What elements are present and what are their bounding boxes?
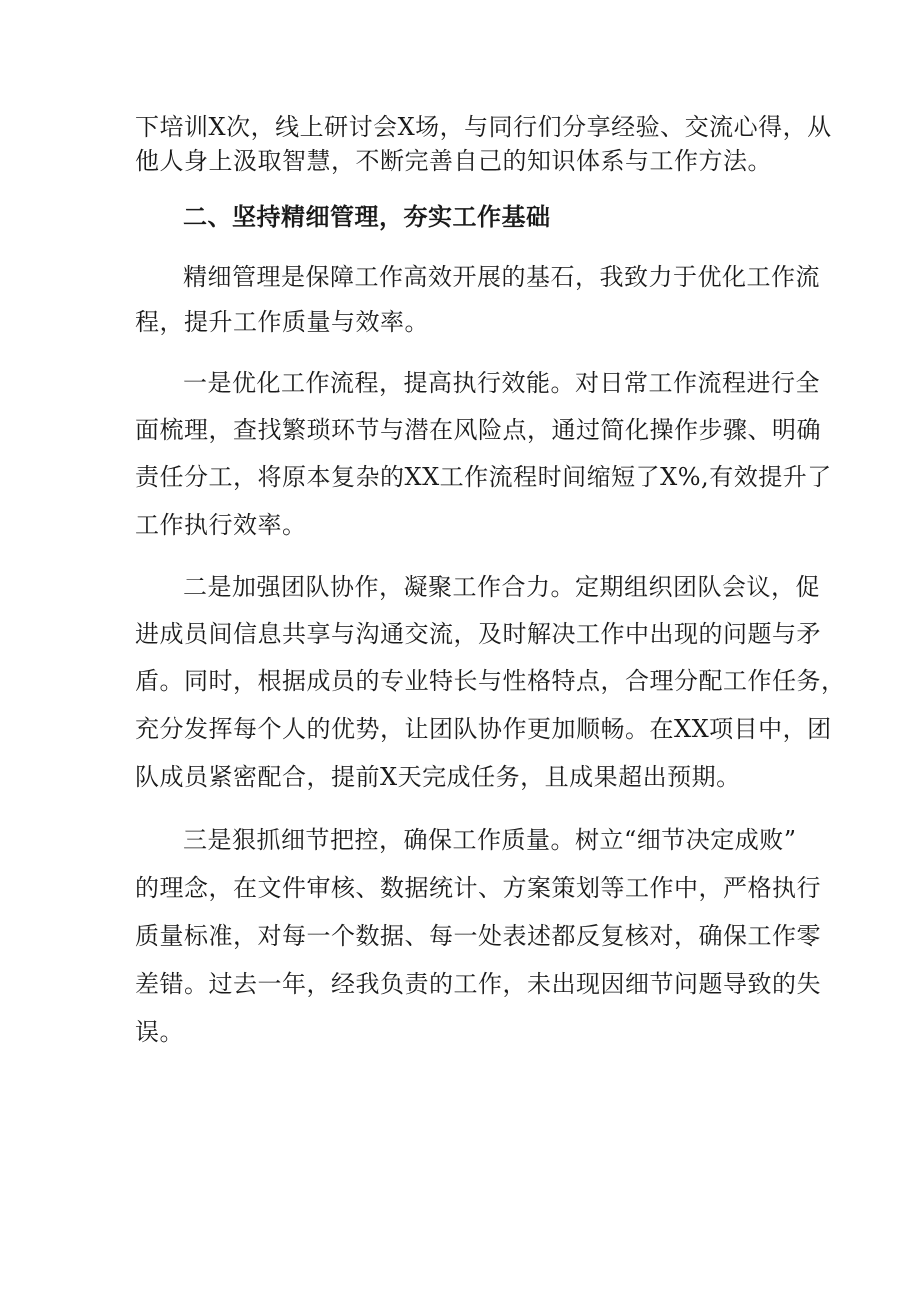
text-line: 下培训X次，线上研讨会X场，与同行们分享经验、交流心得，从 <box>135 113 832 141</box>
text-line: 精细管理是保障工作高效开展的基石，我致力于优化工作流 <box>183 263 820 291</box>
text-line: 工作执行效率。 <box>135 511 307 539</box>
text-line: 盾。同时，根据成员的专业特长与性格特点，合理分配工作任务， <box>135 667 846 695</box>
text-line: 队成员紧密配合，提前X天完成任务，且成果超出预期。 <box>135 763 741 791</box>
text-line: 程，提升工作质量与效率。 <box>135 308 429 336</box>
section-heading-text: 二、坚持精细管理，夯实工作基础 <box>183 202 551 231</box>
text-line: 差错。过去一年，经我负责的工作，未出现因细节问题导致的失 <box>135 970 821 998</box>
text-line: 误。 <box>135 1018 184 1046</box>
text-line: 他人身上汲取智慧，不断完善自己的知识体系与工作方法。 <box>135 147 772 175</box>
text-line: 进成员间信息共享与沟通交流，及时解决工作中出现的问题与矛 <box>135 620 821 648</box>
text-line: 责任分工，将原本复杂的XX工作流程时间缩短了X%,有效提升了 <box>135 463 832 491</box>
text-line: 的理念，在文件审核、数据统计、方案策划等工作中，严格执行 <box>135 874 821 902</box>
text-line: 二是加强团队协作，凝聚工作合力。定期组织团队会议，促 <box>183 573 820 601</box>
text-line: 三是狠抓细节把控，确保工作质量。树立“细节决定成败” <box>183 826 797 854</box>
text-line: 一是优化工作流程，提高执行效能。对日常工作流程进行全 <box>183 369 820 397</box>
text-line: 面梳理，查找繁琐环节与潜在风险点，通过简化操作步骤、明确 <box>135 416 821 444</box>
text-line: 质量标准，对每一个数据、每一处表述都反复核对，确保工作零 <box>135 922 821 950</box>
text-line: 充分发挥每个人的优势，让团队协作更加顺畅。在XX项目中，团 <box>135 715 832 743</box>
